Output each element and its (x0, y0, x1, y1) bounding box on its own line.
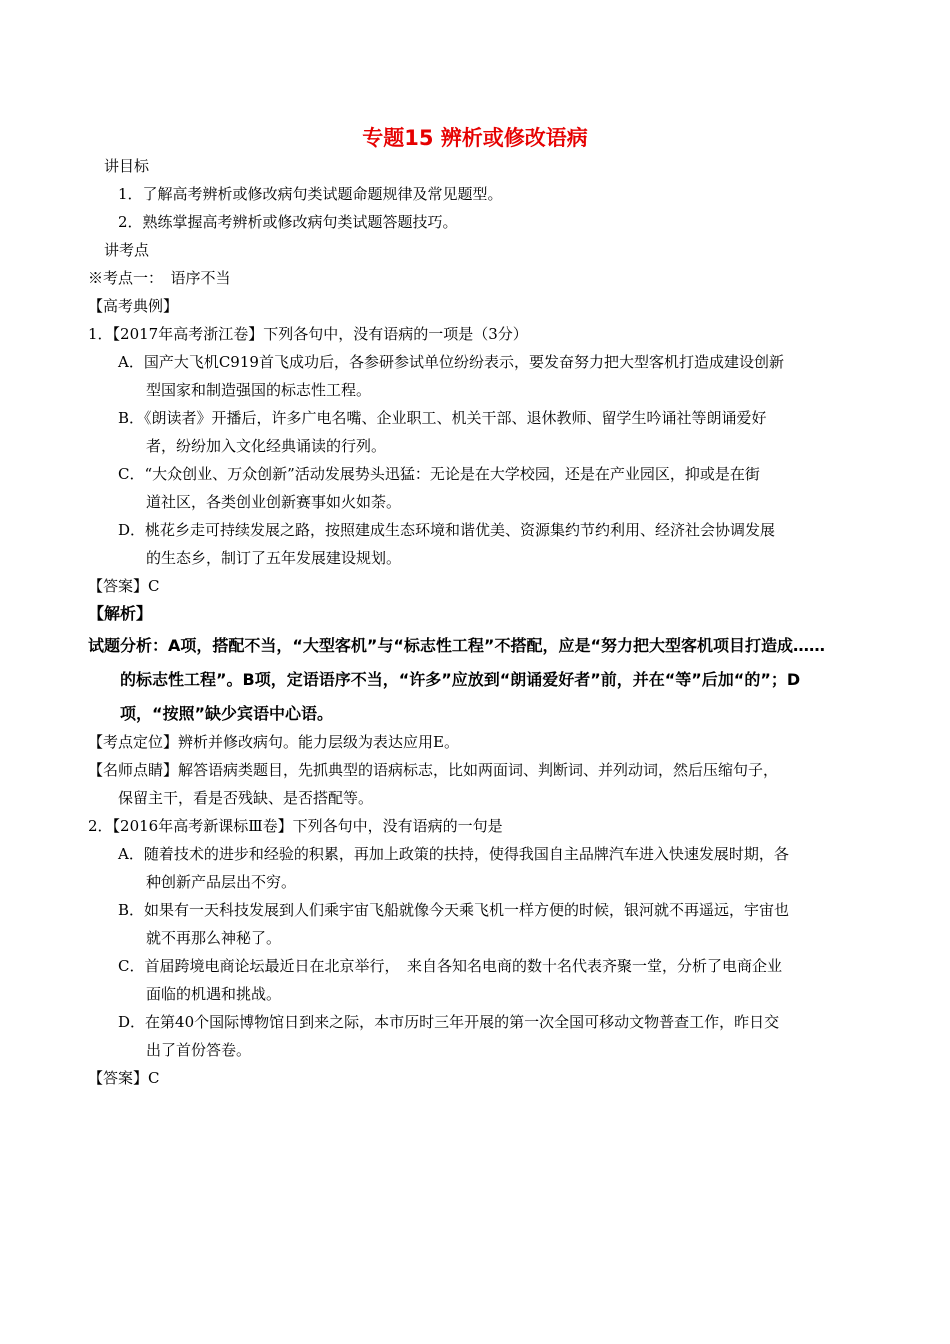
typical-heading: 【高考典例】 (88, 297, 179, 315)
q2-answer: 【答案】C (88, 1069, 160, 1087)
q1-option-c: C．“大众创业、万众创新”活动发展势头迅猛：无论是在大学校园，还是在产业园区，抑或是在街 (118, 465, 760, 483)
points-heading: 讲考点 (104, 241, 150, 259)
q1-option-d: D．桃花乡走可持续发展之路，按照建成生态环境和谐优美、资源集约节约利用、经济社会协调发展 (118, 521, 776, 539)
goal-item-2: 2．熟练掌握高考辨析或修改病句类试题答题技巧。 (118, 213, 458, 231)
goal-heading: 讲目标 (104, 157, 150, 175)
q1-tip: 【名师点睛】解答语病类题目，先抓典型的语病标志，比如两面词、判断词、并列动词，然后压缩句子， (88, 761, 779, 779)
q2-stem: 2．【2016年高考新课标Ⅲ卷】下列各句中，没有语病的一句是 (88, 817, 503, 835)
q1-option-b: B．《朗读者》开播后，许多广电名嘴、企业职工、机关干部、退休教师、留学生吟诵社等朗诵爱好 (118, 409, 767, 427)
q1-option-a: A．国产大飞机C919首飞成功后，各参研参试单位纷纷表示，要发奋努力把大型客机打造成建设创新 (118, 353, 784, 371)
q2-option-a-cont: 种创新产品层出不穷。 (146, 873, 297, 891)
q1-option-b-cont: 者，纷纷加入文化经典诵读的行列。 (146, 437, 387, 455)
q1-option-c-cont: 道社区，各类创业创新赛事如火如荼。 (146, 493, 402, 511)
q1-option-a-cont: 型国家和制造强国的标志性工程。 (146, 381, 372, 399)
q1-explanation-2: 的标志性工程”。B项，定语语序不当，“许多”应放到“朗诵爱好者”前，并在“等”后加“的”；D (120, 670, 801, 689)
q1-option-d-cont: 的生态乡，制订了五年发展建设规划。 (146, 549, 402, 567)
q2-option-c-cont: 面临的机遇和挑战。 (146, 985, 282, 1003)
q1-locate: 【考点定位】辨析并修改病句。能力层级为表达应用E。 (88, 733, 459, 751)
q2-option-d: D．在第40个国际博物馆日到来之际，本市历时三年开展的第一次全国可移动文物普查工作，昨日交 (118, 1013, 780, 1031)
page-title: 专题15 辨析或修改语病 (362, 126, 588, 150)
point-1: ※考点一： 语序不当 (88, 269, 231, 287)
q2-option-c: C．首届跨境电商论坛最近日在北京举行， 来自各知名电商的数十名代表齐聚一堂，分析了电商企业 (118, 957, 782, 975)
q2-option-a: A．随着技术的进步和经验的积累，再加上政策的扶持，使得我国自主品牌汽车进入快速发展时期，各 (118, 845, 789, 863)
goal-item-1: 1．了解高考辨析或修改病句类试题命题规律及常见题型。 (118, 185, 503, 203)
q1-tip-cont: 保留主干，看是否残缺、是否搭配等。 (118, 789, 374, 807)
q2-option-b-cont: 就不再那么神秘了。 (146, 929, 282, 947)
q1-explanation-1: 试题分析：A项，搭配不当，“大型客机”与“标志性工程”不搭配，应是“努力把大型客机项目打造成…… (88, 636, 825, 655)
q2-option-d-cont: 出了首份答卷。 (146, 1041, 252, 1059)
q1-analysis-heading: 【解析】 (88, 604, 153, 623)
q1-explanation-3: 项，“按照”缺少宾语中心语。 (120, 704, 334, 723)
q1-answer: 【答案】C (88, 577, 160, 595)
q1-stem: 1．【2017年高考浙江卷】下列各句中，没有语病的一项是（3分） (88, 325, 528, 343)
q2-option-b: B．如果有一天科技发展到人们乘宇宙飞船就像今天乘飞机一样方便的时候，银河就不再遥远，宇宙也 (118, 901, 790, 919)
